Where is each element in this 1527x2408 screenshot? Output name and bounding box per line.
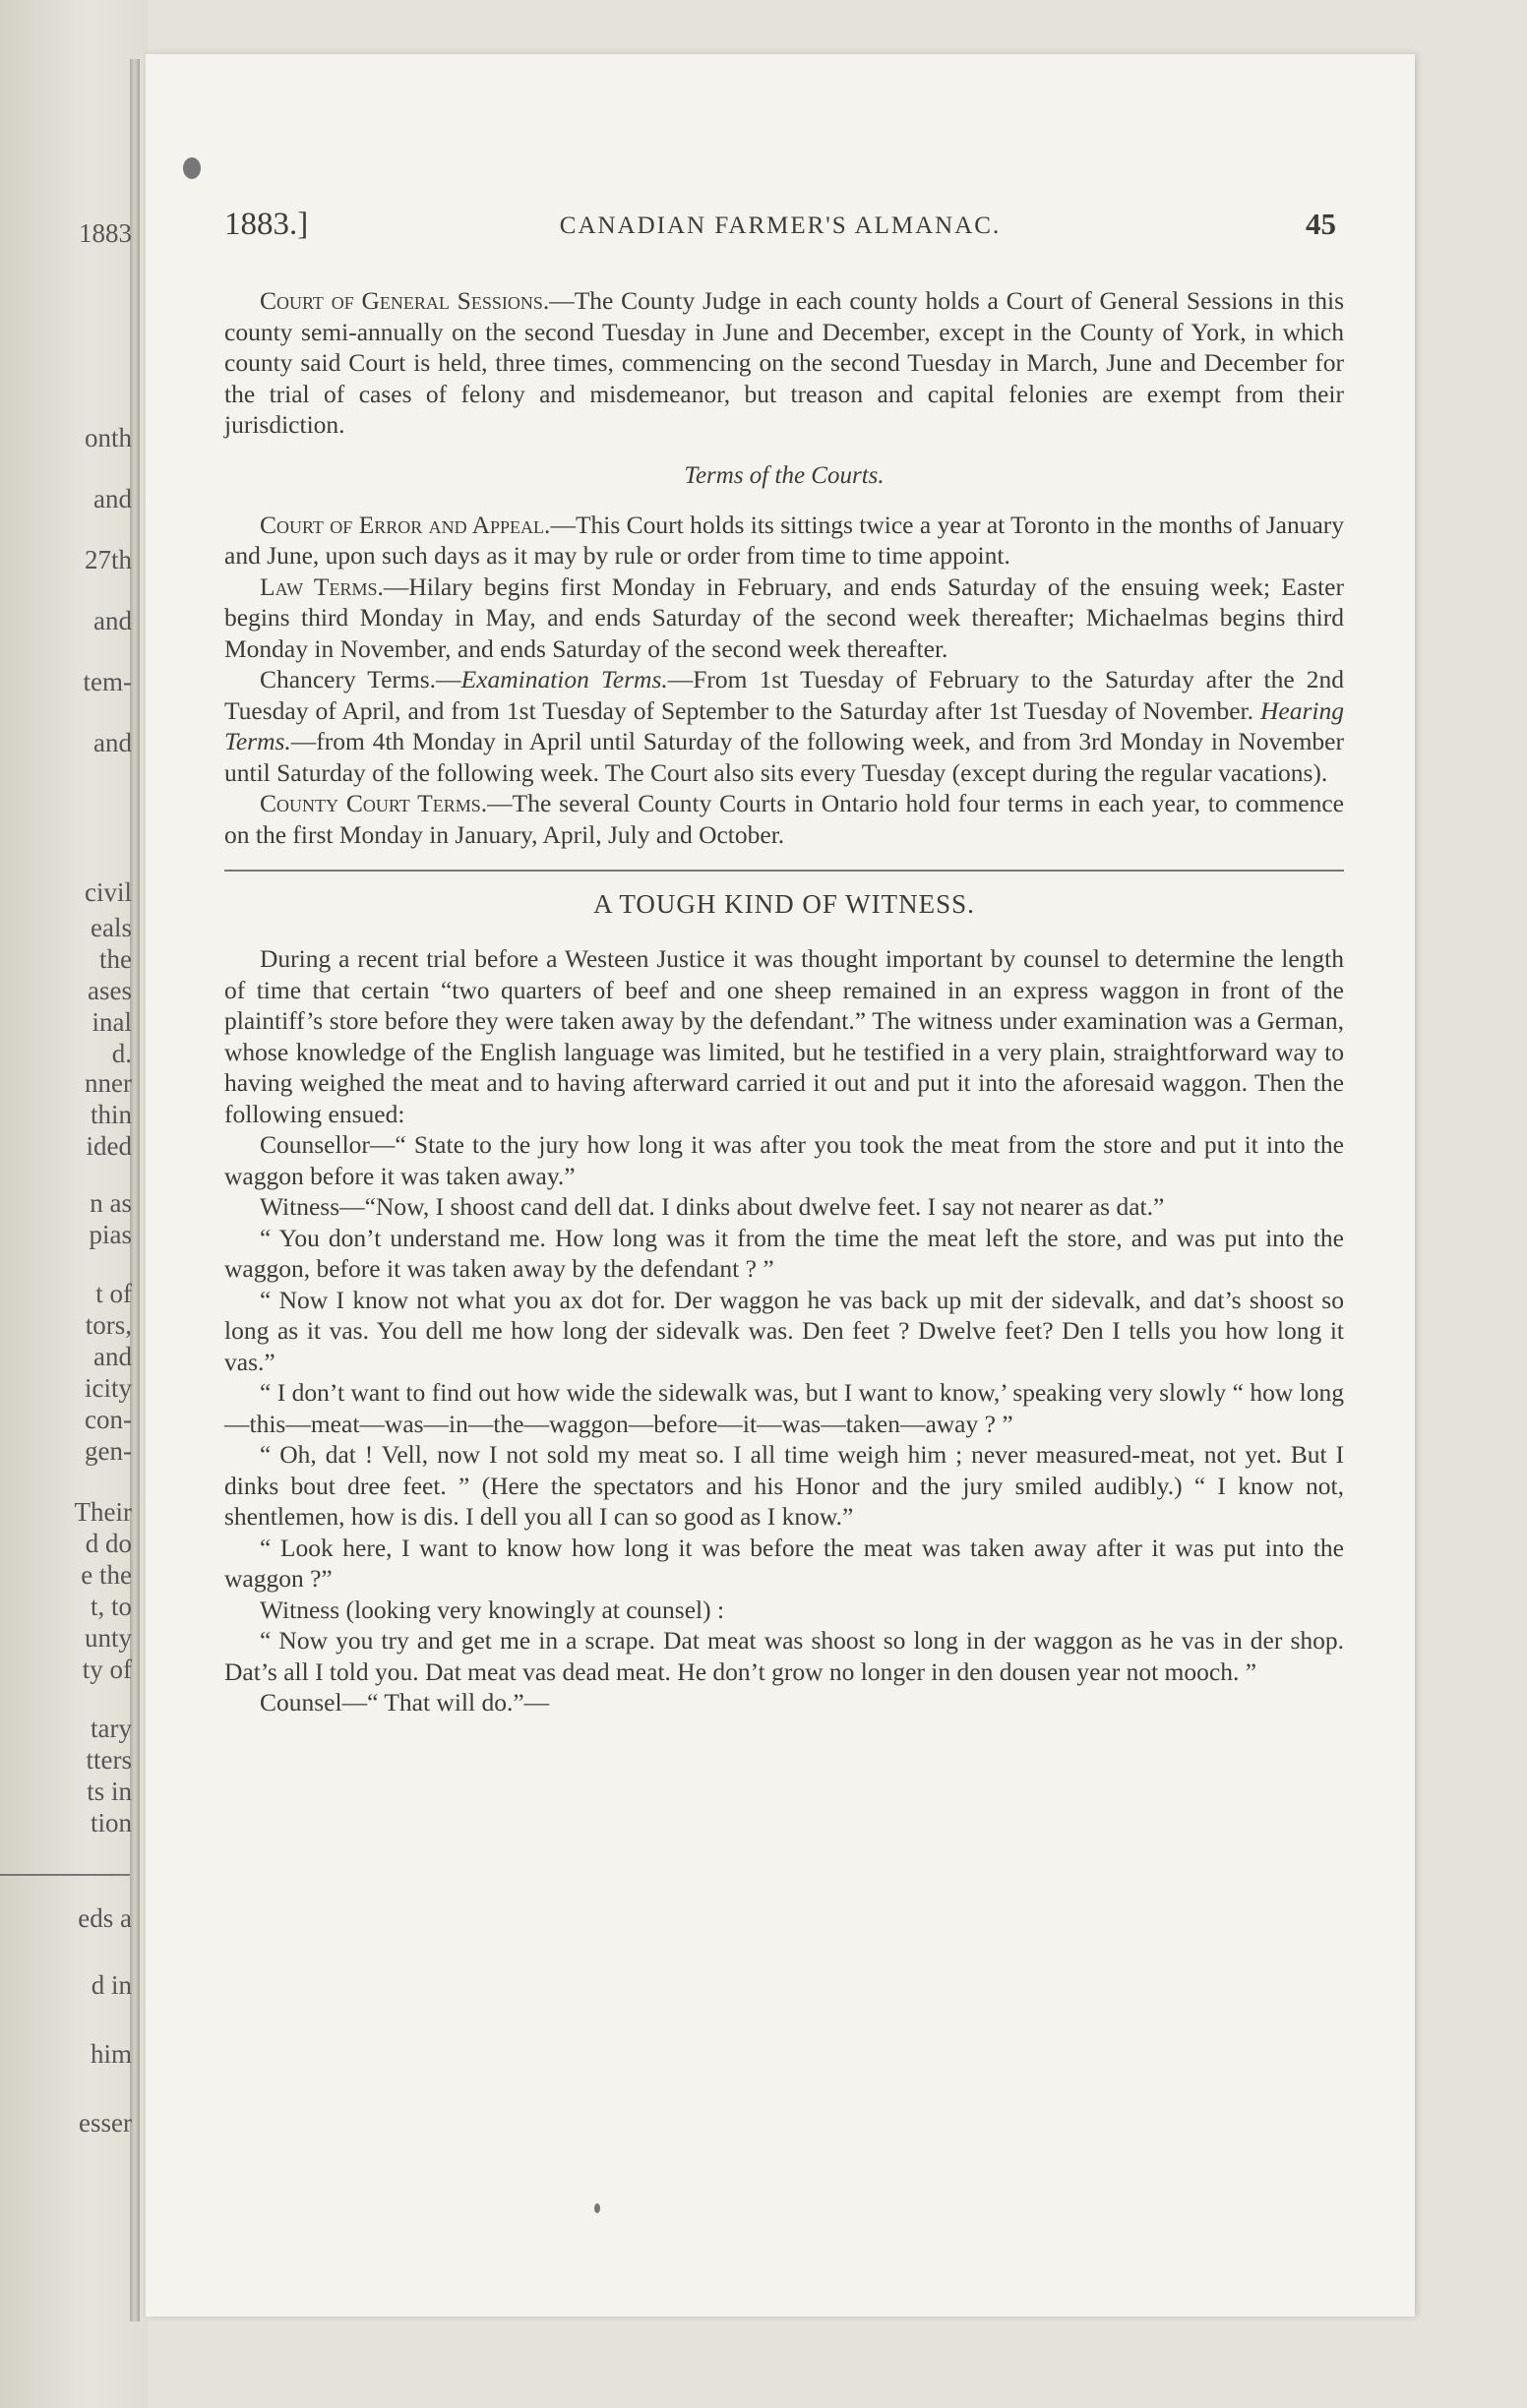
facing-page-fragment: tters xyxy=(86,1745,132,1775)
paragraph-text: —The several County Courts in Ontario hold four terms in each year, to commence on the first Monday in January, April, July and October. xyxy=(224,789,1344,849)
facing-page-fragment: icity xyxy=(85,1373,132,1403)
law-terms-paragraph xyxy=(224,572,1344,665)
facing-page-fragment: Their xyxy=(74,1497,132,1527)
story-paragraph: “ Now you try and get me in a scrape. Dat meat was shoost so long in der waggon as he vas in der shop. Dat’s all I told you. Dat meat vas dead meat. He don’t grow no longer in den dousen year not mooch. ” xyxy=(224,1626,1344,1686)
paragraph-lead: Court of Error and Appeal. xyxy=(260,510,551,539)
story-paragraph: Witness (looking very knowingly at counsel) : xyxy=(260,1595,725,1624)
hearing-terms: Hearing Terms. xyxy=(224,695,1344,755)
facing-page-fragment: unty xyxy=(84,1623,132,1653)
paragraph-text: —From 1st Tuesday of February to the Saturday after the 2nd Tuesday of April, and from 1st Tuesday of September to the Saturday after 1st Tuesday of November. xyxy=(224,665,1345,725)
story-paragraph: “ You don’t understand me. How long was it from the time the meat left the store, and was put into the waggon, before it was taken away by the defendant ? ” xyxy=(224,1223,1344,1283)
facing-page-fragment: inal xyxy=(92,1007,132,1037)
facing-page-fragment: civil xyxy=(85,877,132,907)
facing-page-fragment: tion xyxy=(90,1808,132,1837)
facing-page-fragment: tary xyxy=(91,1714,132,1743)
chancery-paragraph xyxy=(224,664,1344,788)
ink-blot xyxy=(183,157,201,179)
facing-page-fragment: ases xyxy=(88,976,132,1005)
paragraph-text: —from 4th Monday in April until Saturday of the following week, and from 3rd Monday in November until Saturday of the following week. The Court also sits every Tuesday (except during the regular vacations). xyxy=(224,727,1344,787)
facing-page-fragment: e the xyxy=(81,1560,132,1590)
county-court-paragraph xyxy=(224,788,1344,850)
paragraph-text: —This Court holds its sittings twice a year at Toronto in the months of January and June, upon such days as it may by rule or order from time to time appoint. xyxy=(224,510,1345,570)
paragraph-lead: Law Terms. xyxy=(260,572,384,601)
facing-page-fragment: d do xyxy=(85,1529,132,1558)
facing-page-fragment: and xyxy=(93,606,132,635)
facing-page-margin xyxy=(0,0,138,2408)
facing-page-fragment: and xyxy=(93,1342,132,1371)
story-paragraph: “ Look here, I want to know how long it was before the meat was taken away after it was put into the waggon ?” xyxy=(224,1533,1344,1593)
facing-page-fragment: esser xyxy=(79,2108,132,2137)
error-appeal-paragraph xyxy=(224,510,1344,572)
section-rule xyxy=(224,870,1344,872)
facing-page-fragment: t of xyxy=(95,1279,132,1308)
facing-page-fragment: gen- xyxy=(85,1436,132,1466)
year-label: 1883.] xyxy=(224,207,309,242)
facing-page-rule xyxy=(0,1874,130,1876)
paragraph-lead: Court of General Sessions. xyxy=(260,286,550,315)
paragraph-text: —The County Judge in each county holds a Court of General Sessions in this county semi-annually on the second Tuesday in June and December, except in the County of York, in which county said Court is held, three times, commencing on the second Tuesday in March, June and December for the trial of cases of felony and misdemeanor, but treason and capital felonies are exempt from their jurisdiction. xyxy=(224,286,1344,439)
facing-page-fragment: ided xyxy=(86,1131,132,1161)
facing-page-fragment: 27th xyxy=(84,545,132,574)
facing-page-fragment: t, to xyxy=(90,1592,132,1621)
page-body xyxy=(224,285,1344,1718)
page-number: 45 xyxy=(1306,207,1336,241)
story-title: A TOUGH KIND OF WITNESS. xyxy=(593,889,975,919)
facing-page-fragment: n as xyxy=(90,1188,132,1218)
terms-heading: Terms of the Courts. xyxy=(684,461,885,489)
facing-page-fragment: and xyxy=(93,484,132,513)
story-body xyxy=(224,943,1344,1718)
facing-page-fragment: tem- xyxy=(83,667,132,696)
running-head xyxy=(224,207,1336,250)
facing-page-fragment: eals xyxy=(91,913,132,942)
story-paragraph: During a recent trial before a Westeen Justice it was thought important by counsel to determine the length of time that certain “two quarters of beef and one sheep remained in an express waggon in front of the plaintiff’s store before they were taken away by the defendant.” The witness under examination was a German, whose knowledge of the English language was limited, but he testified in a very plain, straightforward way to having weighed the meat and to having afterward carried it out and put it into the aforesaid waggon. Then the following ensued: xyxy=(224,944,1344,1128)
facing-page-fragment: d. xyxy=(111,1039,132,1068)
facing-page-fragment: ty of xyxy=(82,1655,132,1684)
story-paragraph: “ Now I know not what you ax dot for. Der waggon he vas back up mit der sidevalk, and dat’s shoost so long as it vas. You dell me how long der sidevalk was. Den feet ? Dwelve feet? Den I tells you how long it vas.” xyxy=(224,1285,1344,1376)
facing-page-fragment: d in xyxy=(91,1970,132,2000)
facing-page-fragment: eds a xyxy=(78,1903,132,1933)
facing-page-fragment: onth xyxy=(84,423,132,452)
facing-page-fragment: and xyxy=(93,728,132,757)
general-sessions-paragraph xyxy=(224,285,1344,441)
ink-dot xyxy=(594,2203,600,2213)
facing-page-fragment: con- xyxy=(85,1405,132,1434)
paragraph-lead: Chancery Terms.— xyxy=(260,665,461,693)
facing-page-fragment: pias xyxy=(89,1220,132,1249)
story-paragraph: Counsel—“ That will do.”— xyxy=(260,1688,550,1716)
almanac-title: CANADIAN FARMER'S ALMANAC. xyxy=(559,212,1002,239)
paragraph-lead: County Court Terms. xyxy=(260,789,488,817)
examination-terms: Examination Terms. xyxy=(460,665,668,693)
facing-page-fragment: the xyxy=(99,944,132,974)
facing-page-fragment: tors, xyxy=(85,1310,132,1340)
facing-page-fragment: 1883 xyxy=(79,218,132,248)
story-paragraph: “ Oh, dat ! Vell, now I not sold my meat so. I all time weigh him ; never measured-meat, not yet. But I dinks bout dree feet. ” (Here the spectators and his Honor and the jury smiled audibly.) “ I know not, shentlemen, how is dis. I dell you all I can so good as I know.” xyxy=(224,1440,1344,1531)
facing-page-fragment: ts in xyxy=(87,1776,132,1806)
paragraph-text: —Hilary begins first Monday in February, and ends Saturday of the ensuing week; Easter begins third Monday in May, and ends Saturday of the second week thereafter; Michaelmas begins third Monday in November, and ends Saturday of the second week thereafter. xyxy=(224,572,1344,663)
story-paragraph: “ I don’t want to find out how wide the sidewalk was, but I want to know,’ speaking very slowly “ how long—this—meat—was—in—the—waggon—before—it—was—taken—away ? ” xyxy=(224,1378,1344,1438)
facing-page-fragment: nner xyxy=(85,1068,132,1098)
story-paragraph: Witness—“Now, I shoost cand dell dat. I dinks about dwelve feet. I say not nearer as dat.” xyxy=(260,1192,1165,1221)
facing-page-fragment: him xyxy=(90,2039,132,2069)
story-paragraph: Counsellor—“ State to the jury how long it was after you took the meat from the store and put it into the waggon before it was taken away.” xyxy=(224,1130,1344,1190)
facing-page-fragment: thin xyxy=(90,1100,132,1129)
